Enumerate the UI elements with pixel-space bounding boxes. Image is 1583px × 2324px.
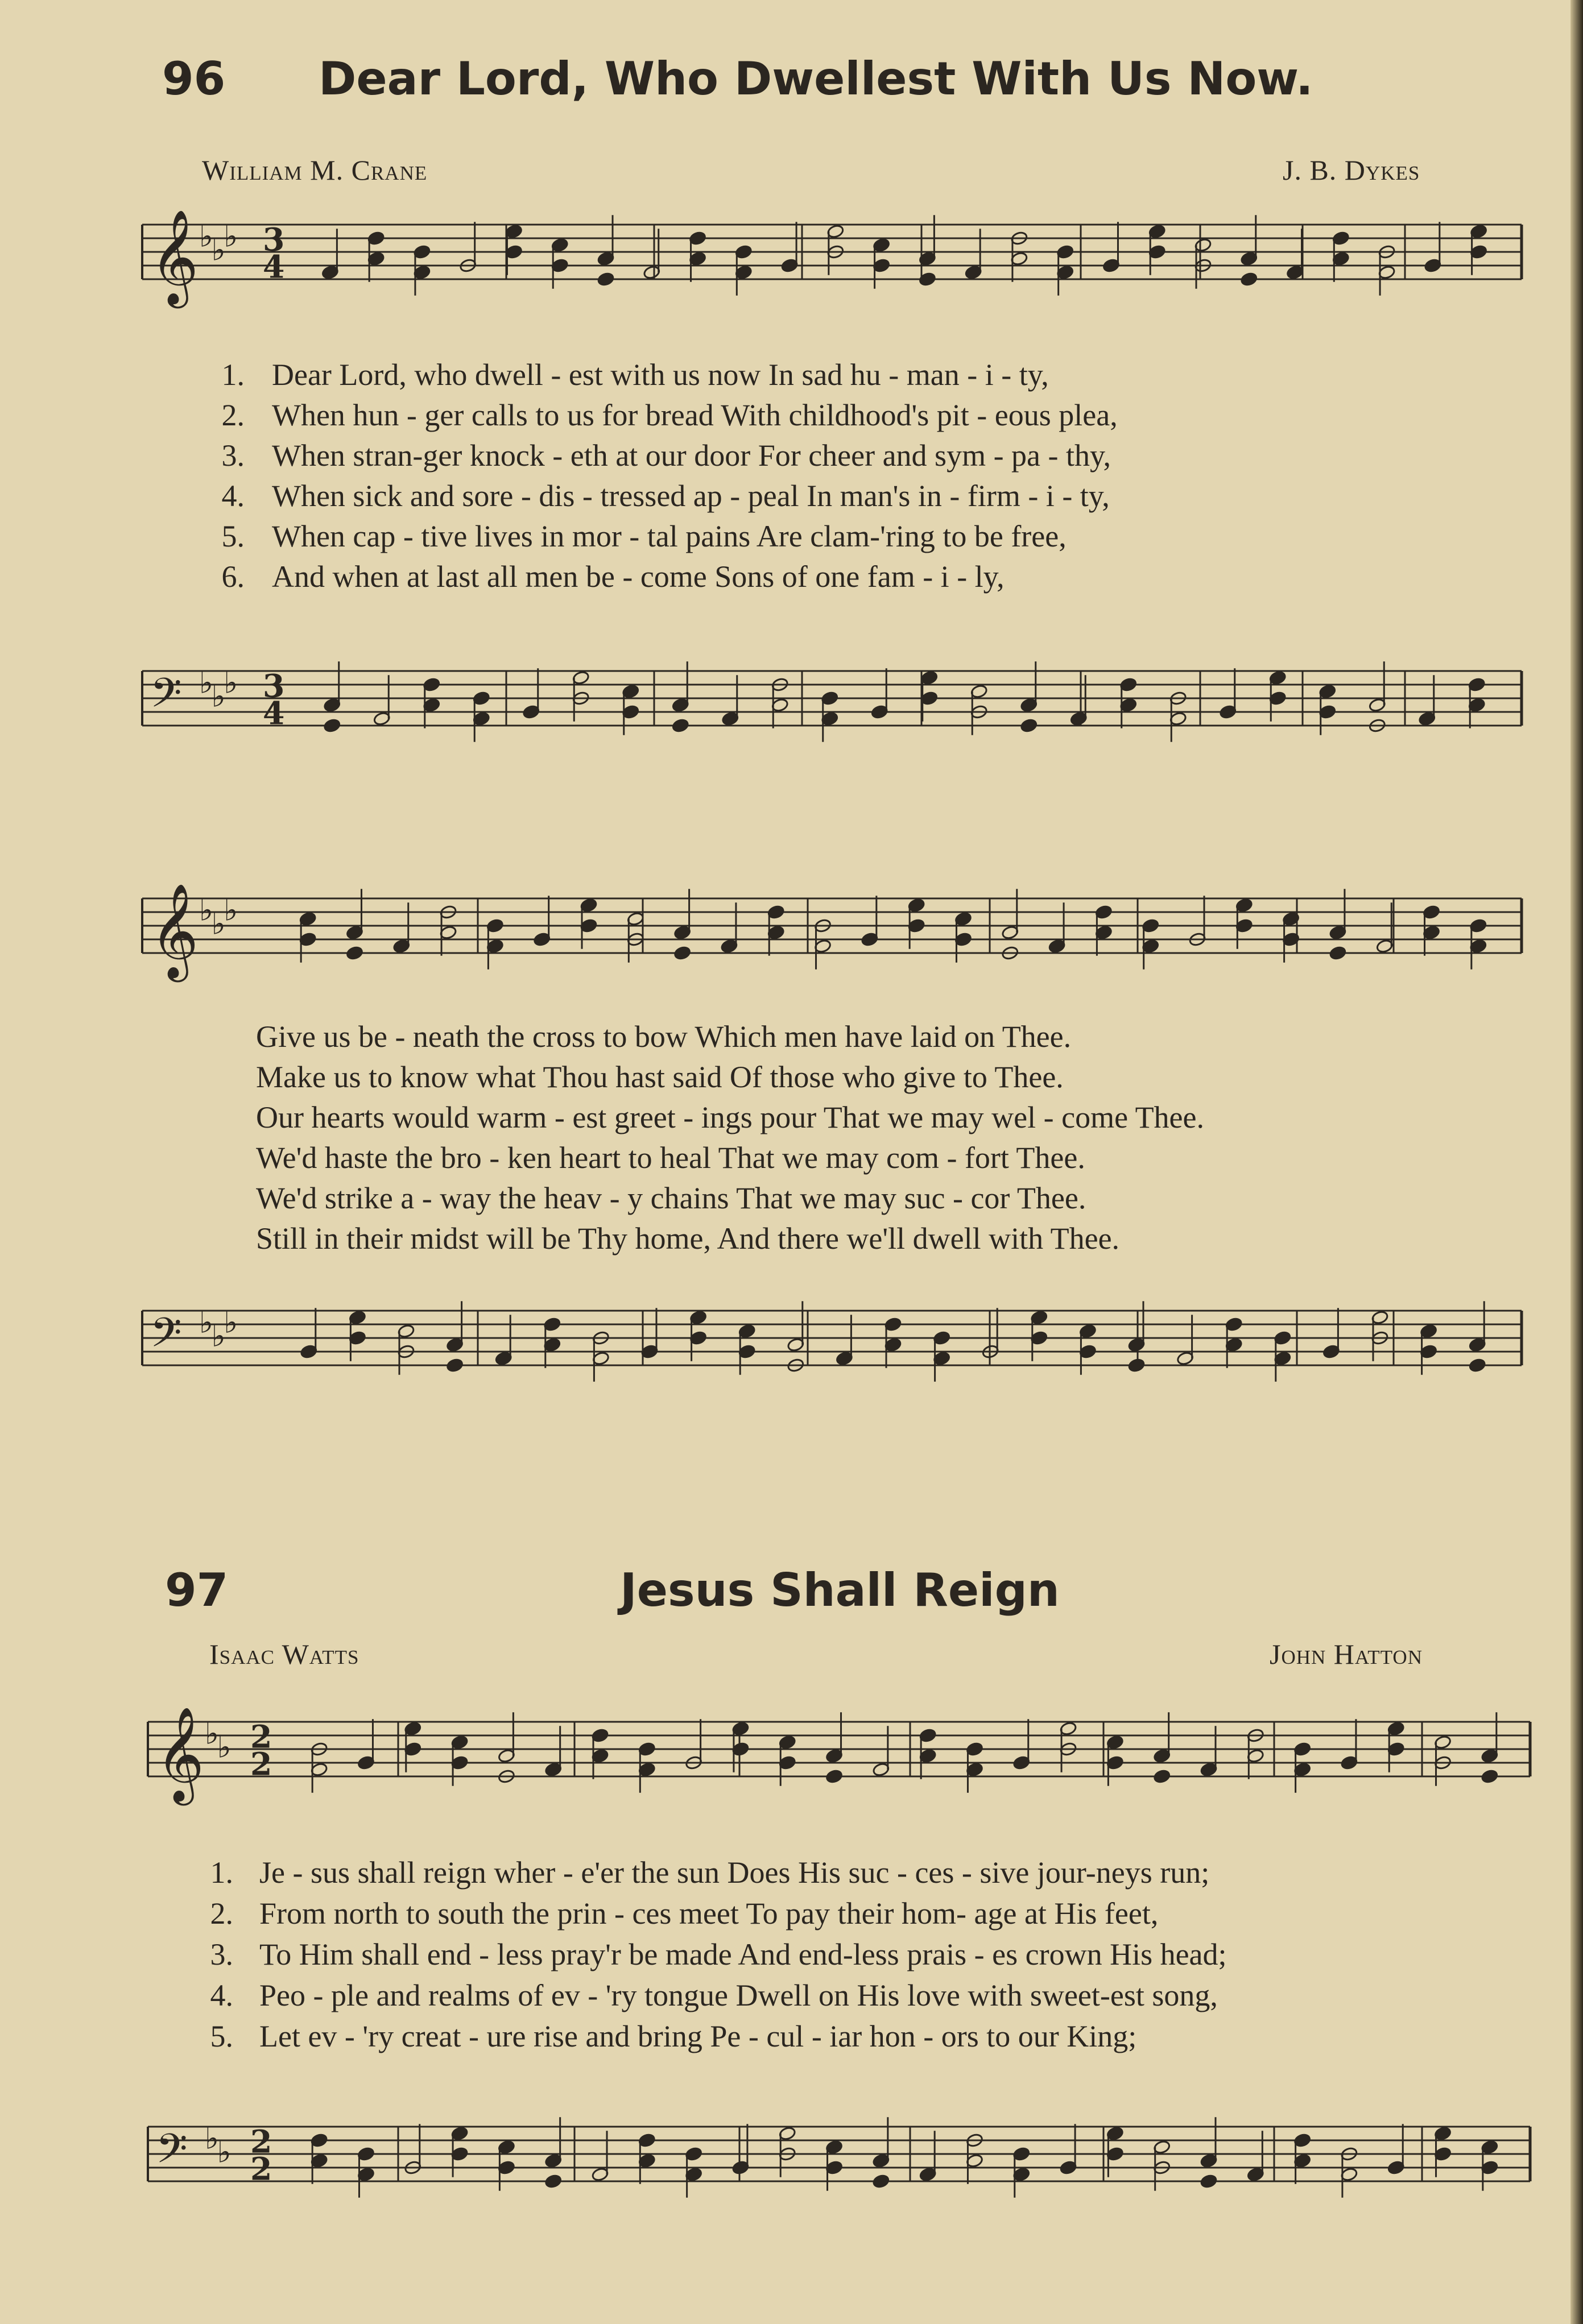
note-head [825, 1769, 843, 1784]
flat-sign: ♭ [211, 1319, 226, 1354]
time-signature-top: 2 [250, 2123, 272, 2161]
hymnal-page: 96 Dear Lord, Who Dwellest With Us Now. William M. Crane J. B. Dykes 1. Dear Lord, who dwell - est with us now In sad hu - man - i - ty, 2. When hun - ger calls to us for bread With childhood's pit - eous plea, 3. When stran-ger knock - eth at our door For cheer and sym - pa - thy, 4. When sick and sore - dis - tressed ap - peal In man's in - firm - i - ty, 5. When cap - tive lives in mor - tal pains Are clam-'ring to be free, 6. And when at last all men be - come Sons of one fam - i - ly, Give us be - neath the cross to bow Which men have laid on Thee. Make us to know what Thou hast said Of those who give to Thee. Our hearts would warm - est greet - ings pour That we may wel - come Thee. We'd haste the bro - ken heart to heal That we may com - fort Thee. We'd strike a - way the heav - y chains That we may suc - cor Thee. Still in their midst will be Thy home, And there we'll dwell with Thee. 97 Jesus Shall Reign Isaac Watts John Hatton 1. Je - sus shall reign wher - e'er the sun Does His suc - ces - sive jour-neys run; 2. From north to south the prin - ces meet To pay their hom- age at His feet, 3. To Him shall end - less pray'r be made And end-less prais - es crown His head; 4. Peo - ple and realms of ev - 'ry tongue Dwell on His love with sweet-est song, 5. Let ev - 'ry creat - ure rise and bring Pe - cul - iar hon - ors to our King; 𝄞 ♭ ♭ ♭ 3 4 𝄢 ♭ ♭ ♭ 3 4 𝄞 ♭ ♭ ♭ 𝄢 ♭ ♭ ♭ 𝄞 ♭ ♭ 2 2 𝄢 ♭ ♭ 2 2 [0, 0, 1583, 2324]
note-head [1240, 272, 1258, 287]
hymn-97-title: Jesus Shall Reign [620, 1564, 1060, 1617]
hymn-97-number: 97 [165, 1564, 229, 1617]
page-edge [1570, 0, 1583, 2324]
flat-sign: ♭ [199, 665, 213, 701]
note-head [544, 2174, 562, 2189]
note-head [1481, 1769, 1498, 1784]
hymn-96-music-credit: J. B. Dykes [1283, 154, 1420, 186]
bass-clef: 𝄢 [156, 2125, 188, 2182]
note-head [1020, 718, 1038, 733]
flat-sign: ♭ [211, 906, 226, 942]
flat-sign: ♭ [224, 219, 238, 254]
note-head [672, 718, 689, 733]
flat-sign: ♭ [211, 233, 226, 268]
flat-sign: ♭ [217, 2135, 232, 2170]
note-head [1127, 1358, 1145, 1373]
flat-sign: ♭ [199, 219, 213, 254]
flat-sign: ♭ [205, 2121, 219, 2156]
hymn-96-words-credit: William M. Crane [202, 154, 428, 186]
flat-sign: ♭ [217, 1730, 232, 1765]
flat-sign: ♭ [224, 893, 238, 928]
time-signature-top: 3 [263, 221, 285, 259]
time-signature-bottom: 2 [250, 1746, 272, 1783]
flat-sign: ♭ [224, 665, 238, 701]
hymn-97-words-credit: Isaac Watts [209, 1638, 359, 1670]
treble-clef: 𝄞 [150, 208, 199, 304]
bass-clef: 𝄢 [150, 669, 182, 727]
note-head [446, 1358, 464, 1373]
treble-clef: 𝄞 [150, 882, 199, 978]
treble-clef: 𝄞 [156, 1705, 205, 1801]
note-head [1469, 1358, 1486, 1373]
page-number: 96 [162, 52, 226, 105]
time-signature-bottom: 4 [263, 248, 285, 286]
flat-sign: ♭ [211, 679, 226, 714]
flat-sign: ♭ [199, 1305, 213, 1340]
note-head [346, 946, 363, 960]
time-signature-top: 2 [250, 1718, 272, 1756]
flat-sign: ♭ [205, 1716, 219, 1751]
note-head [673, 946, 691, 960]
note-head [1153, 1769, 1171, 1784]
note-head [323, 718, 341, 733]
hymn-97-music-credit: John Hatton [1270, 1638, 1423, 1670]
note-head [872, 2174, 890, 2189]
bass-clef: 𝄢 [150, 1309, 182, 1366]
flat-sign: ♭ [224, 1305, 238, 1340]
hymn-96-title: Dear Lord, Who Dwellest With Us Now. [319, 52, 1313, 105]
note-head [597, 272, 614, 287]
time-signature-bottom: 2 [250, 2151, 272, 2188]
time-signature-top: 3 [263, 668, 285, 705]
time-signature-bottom: 4 [263, 695, 285, 732]
note-head [1329, 946, 1346, 960]
note-head [1200, 2174, 1217, 2189]
flat-sign: ♭ [199, 893, 213, 928]
